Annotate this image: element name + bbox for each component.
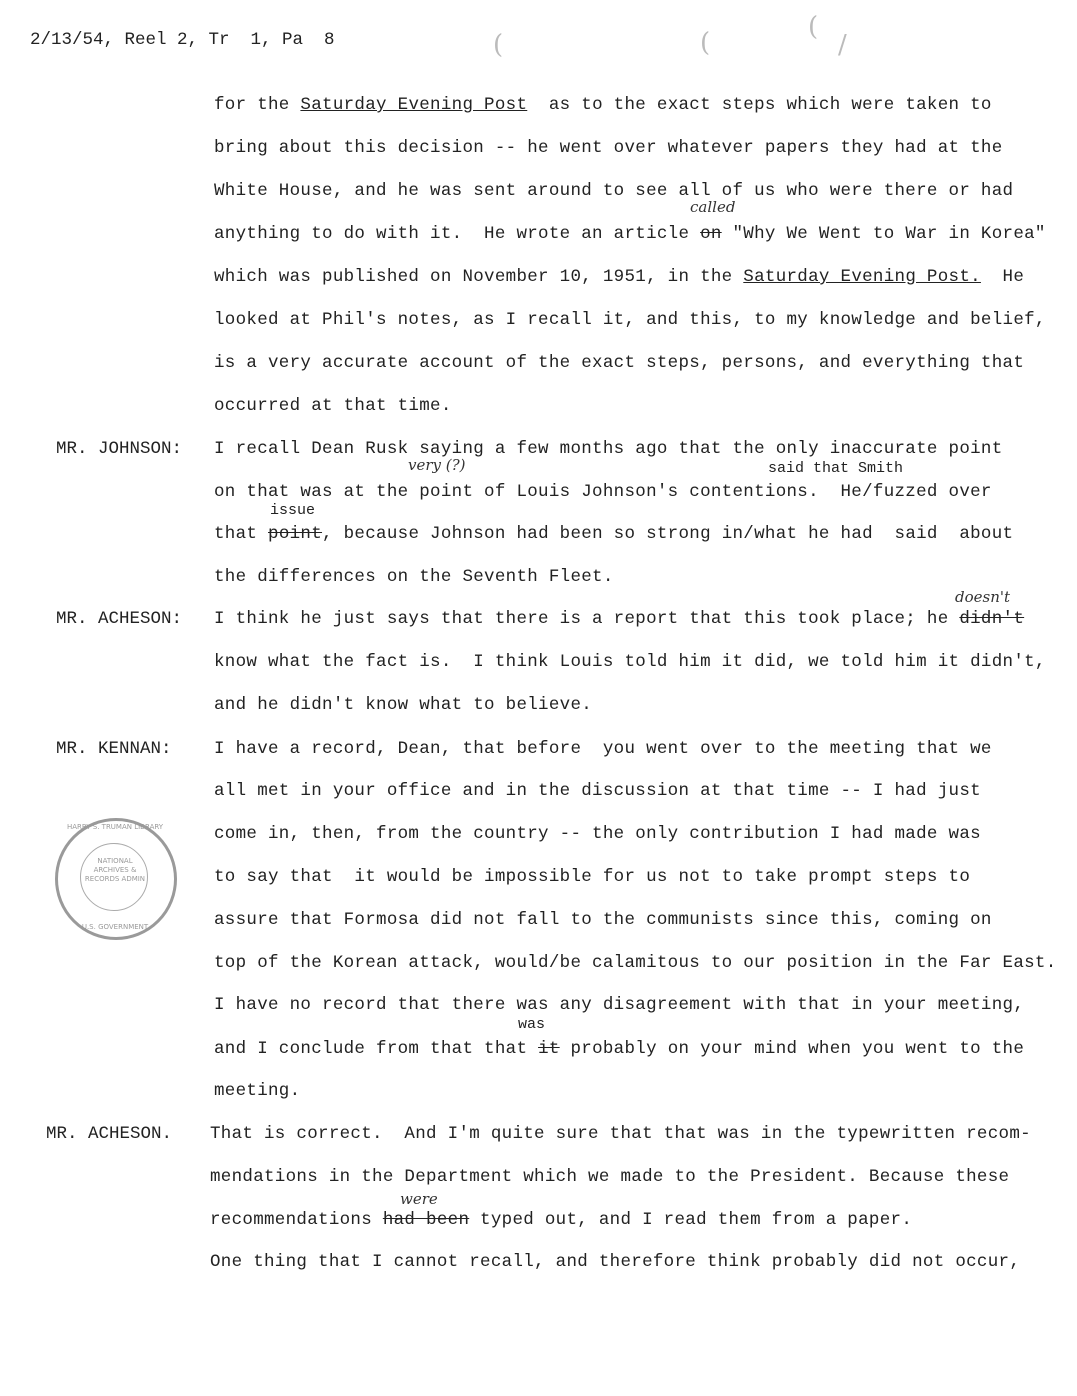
text-line: the differences on the Seventh Fleet. xyxy=(214,567,614,587)
text-line: meeting. xyxy=(214,1081,301,1101)
struck-word: had been xyxy=(382,1210,470,1230)
text-line: come in, then, from the country -- the only contribution I had made was xyxy=(214,824,981,844)
struck-word: didn't xyxy=(959,609,1025,629)
text-line: top of the Korean attack, would/be calamitous to our position in the Far East. xyxy=(214,953,1057,973)
typed-insert: said that Smith xyxy=(768,460,904,477)
text-line: That is correct. And I'm quite sure that that was in the typewritten recom- xyxy=(210,1124,1031,1144)
text-line: mendations in the Department which we made to the President. Because these xyxy=(210,1167,1010,1187)
handwritten-insert: very (?) xyxy=(408,456,466,474)
typed-insert: was xyxy=(518,1016,546,1033)
handwritten-insert: called xyxy=(690,198,736,216)
handwritten-insert: doesn't xyxy=(955,588,1011,606)
struck-word: point xyxy=(268,524,323,544)
text-line: I have no record that there was any disagreement with that in your meeting, xyxy=(214,995,1025,1015)
text-line: assure that Formosa did not fall to the communists since this, coming on xyxy=(214,910,992,930)
speaker-label: MR. JOHNSON: xyxy=(56,439,183,459)
text-line: that point, because Johnson had been so strong in/what he had said about xyxy=(214,524,1014,544)
text-line: occurred at that time. xyxy=(214,396,452,416)
text-line: know what the fact is. I think Louis told him it did, we told him it didn't, xyxy=(214,652,1046,672)
margin-mark: ( xyxy=(700,28,711,58)
handwritten-insert: were xyxy=(400,1190,438,1208)
text-line: which was published on November 10, 1951, in the Saturday Evening Post. He xyxy=(214,267,1025,287)
archive-stamp: HARRY S. TRUMAN LIBRARY NATIONAL ARCHIVES & RECORDS ADMIN U.S. GOVERNMENT xyxy=(55,818,177,940)
text-line: to say that it would be impossible for us not to take prompt steps to xyxy=(214,867,971,887)
text-line: I think he just says that there is a report that this took place; he didn't xyxy=(214,609,1025,629)
publication-title: Saturday Evening Post. xyxy=(743,267,981,287)
text-line: recommendations had been typed out, and I read them from a paper. xyxy=(210,1210,913,1230)
text-line: White House, and he was sent around to see all of us who were there or had xyxy=(214,181,1014,201)
text-line: bring about this decision -- he went over whatever papers they had at the xyxy=(214,138,1003,158)
speaker-label: MR. ACHESON. xyxy=(46,1124,173,1144)
text-line: One thing that I cannot recall, and therefore think probably did not occur, xyxy=(210,1252,1021,1272)
page-header: 2/13/54, Reel 2, Tr 1, Pa 8 xyxy=(30,30,335,50)
text-line: I have a record, Dean, that before you went over to the meeting that we xyxy=(214,739,992,759)
text-line: is a very accurate account of the exact steps, persons, and everything that xyxy=(214,353,1025,373)
text-line: all met in your office and in the discussion at that time -- I had just xyxy=(214,781,981,801)
margin-mark: / xyxy=(838,30,847,60)
text-line: on that was at the point of Louis Johnson's contentions. He/fuzzed over xyxy=(214,482,992,502)
text-line: and he didn't know what to believe. xyxy=(214,695,593,715)
struck-word: on xyxy=(700,224,722,244)
text-line: anything to do with it. He wrote an article on "Why We Went to War in Korea" xyxy=(214,224,1046,244)
text-line: looked at Phil's notes, as I recall it, and this, to my knowledge and belief, xyxy=(214,310,1046,330)
typed-insert: issue xyxy=(270,502,316,519)
struck-word: it xyxy=(538,1039,560,1059)
text-line: for the Saturday Evening Post as to the exact steps which were taken to xyxy=(214,95,992,115)
publication-title: Saturday Evening Post xyxy=(300,95,528,115)
text-line: I recall Dean Rusk saying a few months ago that the only inaccurate point xyxy=(214,439,1003,459)
text-line: and I conclude from that that it probably on your mind when you went to the xyxy=(214,1039,1025,1059)
margin-mark: ( xyxy=(493,30,504,60)
speaker-label: MR. ACHESON: xyxy=(56,609,183,629)
margin-mark: ( xyxy=(808,12,819,42)
speaker-label: MR. KENNAN: xyxy=(56,739,172,759)
